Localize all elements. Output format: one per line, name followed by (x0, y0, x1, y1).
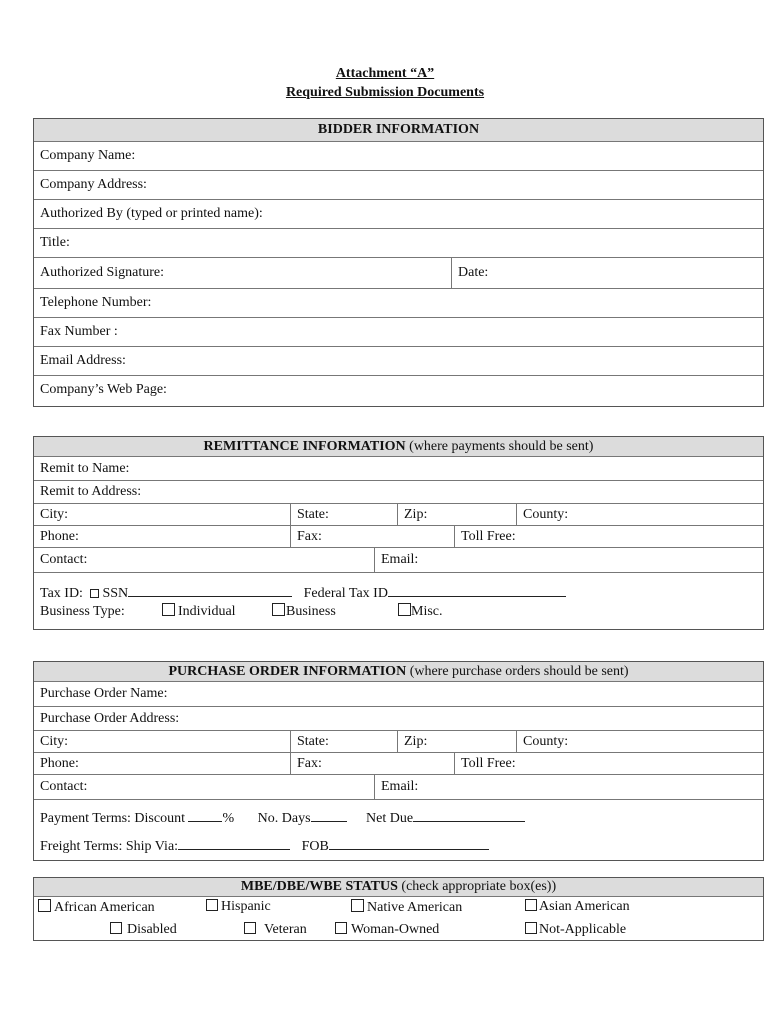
percent-label: % (222, 811, 235, 826)
african-american-option[interactable] (38, 899, 155, 916)
freight-terms-line (40, 837, 489, 855)
authorized-by-label: Authorized By (typed or printed name): (40, 206, 263, 221)
veteran-option[interactable] (244, 922, 307, 938)
email-row[interactable] (34, 346, 763, 375)
remit-state-field[interactable]: State: (290, 504, 397, 525)
po-fax-field[interactable]: Fax: (290, 753, 454, 774)
attachment-title: Attachment “A” (335, 66, 435, 81)
tax-id-label: Tax ID: (40, 586, 83, 601)
remit-tax-row (34, 572, 763, 629)
po-phone-field[interactable]: Phone: (40, 755, 79, 771)
no-days-blank[interactable] (311, 809, 347, 822)
ssn-blank[interactable] (128, 584, 292, 597)
native-american-checkbox[interactable] (351, 899, 364, 912)
company-address-row[interactable] (34, 170, 763, 199)
freight-terms-label: Freight Terms: Ship Via: (40, 839, 179, 854)
misc-checkbox[interactable] (398, 603, 411, 616)
po-email-field[interactable]: Email: (374, 775, 765, 799)
ssn-label: SSN (102, 586, 129, 601)
native-american-option[interactable] (351, 899, 462, 916)
asian-american-label: Asian American (539, 899, 630, 914)
individual-checkbox[interactable] (162, 603, 175, 616)
remit-city-row (34, 503, 763, 525)
remittance-section-header: REMITTANCE INFORMATION (where payments should be sent) (34, 437, 763, 456)
po-name-label: Purchase Order Name: (40, 686, 168, 701)
bidder-information-section (33, 118, 764, 407)
telephone-row[interactable] (34, 288, 763, 317)
po-county-field[interactable]: County: (516, 731, 765, 752)
company-address-label: Company Address: (40, 177, 147, 192)
misc-label: Misc. (411, 604, 443, 619)
business-checkbox[interactable] (272, 603, 285, 616)
po-terms-row (34, 799, 763, 860)
bidder-section-header: BIDDER INFORMATION (34, 119, 763, 142)
remittance-information-section (33, 436, 764, 630)
asian-american-checkbox[interactable] (525, 899, 537, 911)
po-address-row[interactable] (34, 706, 763, 730)
remit-city-field[interactable]: City: (40, 506, 69, 522)
web-page-row[interactable] (34, 375, 763, 404)
african-american-label: African American (54, 900, 155, 915)
mbe-status-section (33, 877, 764, 941)
net-due-label: Net Due (366, 811, 414, 826)
authorized-signature-field[interactable]: Authorized Signature: (40, 265, 165, 280)
business-option[interactable] (272, 603, 336, 620)
company-name-row[interactable] (34, 142, 763, 170)
company-name-label: Company Name: (40, 148, 136, 163)
veteran-label: Veteran (264, 922, 307, 937)
remit-name-label: Remit to Name: (40, 460, 130, 476)
not-applicable-label: Not-Applicable (539, 922, 627, 937)
native-american-label: Native American (367, 900, 463, 915)
ship-via-blank[interactable] (178, 837, 290, 850)
individual-option[interactable] (162, 603, 236, 620)
remit-zip-field[interactable]: Zip: (397, 504, 516, 525)
po-name-row[interactable] (34, 681, 763, 706)
disabled-checkbox[interactable] (110, 922, 122, 934)
po-city-row (34, 730, 763, 752)
remit-toll-free-field[interactable]: Toll Free: (454, 526, 765, 547)
purchase-order-section-header: PURCHASE ORDER INFORMATION (where purchase orders should be sent) (34, 662, 763, 681)
fax-row[interactable] (34, 317, 763, 346)
no-days-label: No. Days (257, 811, 311, 826)
business-type-line (40, 604, 125, 620)
misc-option[interactable] (398, 603, 443, 620)
remit-fax-field[interactable]: Fax: (290, 526, 454, 547)
po-toll-free-field[interactable]: Toll Free: (454, 753, 765, 774)
po-state-field[interactable]: State: (290, 731, 397, 752)
fax-label: Fax Number : (40, 324, 118, 339)
telephone-label: Telephone Number: (40, 295, 152, 310)
purchase-order-section (33, 661, 764, 861)
document-subtitle: Required Submission Documents (285, 85, 485, 100)
veteran-checkbox[interactable] (244, 922, 256, 934)
net-due-blank[interactable] (413, 809, 525, 822)
web-page-label: Company’s Web Page: (40, 382, 167, 397)
po-contact-field[interactable]: Contact: (40, 779, 88, 794)
remit-contact-field[interactable]: Contact: (40, 552, 88, 567)
not-applicable-option[interactable] (525, 922, 626, 938)
disabled-label: Disabled (127, 922, 177, 937)
asian-american-option[interactable] (525, 899, 630, 915)
remit-phone-row (34, 525, 763, 547)
date-field[interactable]: Date: (451, 258, 765, 288)
po-zip-field[interactable]: Zip: (397, 731, 516, 752)
federal-tax-id-label: Federal Tax ID (303, 586, 388, 601)
mbe-section-header: MBE/DBE/WBE STATUS (check appropriate box(es)) (34, 878, 763, 897)
business-type-label: Business Type: (40, 604, 125, 619)
fob-blank[interactable] (329, 837, 489, 850)
po-city-field[interactable]: City: (40, 733, 69, 749)
hispanic-label: Hispanic (221, 899, 271, 914)
disabled-option[interactable] (110, 922, 177, 938)
authorized-by-row[interactable] (34, 199, 763, 228)
remit-address-row[interactable] (34, 480, 763, 503)
ssn-checkbox[interactable] (90, 589, 99, 598)
po-phone-row (34, 752, 763, 774)
woman-owned-checkbox[interactable] (335, 922, 347, 934)
tax-id-line (40, 584, 566, 602)
woman-owned-label: Woman-Owned (351, 922, 440, 937)
po-address-label: Purchase Order Address: (40, 710, 180, 726)
remit-county-field[interactable]: County: (516, 504, 765, 525)
individual-label: Individual (178, 604, 236, 619)
not-applicable-checkbox[interactable] (525, 922, 537, 934)
signature-row (34, 257, 763, 288)
remit-address-label: Remit to Address: (40, 484, 142, 499)
remit-email-field[interactable]: Email: (374, 548, 765, 572)
title-label: Title: (40, 235, 70, 250)
federal-tax-id-blank[interactable] (388, 584, 566, 597)
discount-blank[interactable] (188, 809, 222, 822)
payment-terms-label: Payment Terms: Discount (40, 811, 185, 826)
business-label: Business (286, 604, 336, 619)
remit-phone-field[interactable]: Phone: (40, 528, 79, 544)
payment-terms-line (40, 809, 525, 827)
hispanic-option[interactable] (206, 899, 271, 915)
woman-owned-option[interactable] (335, 922, 439, 938)
remit-contact-row (34, 547, 763, 572)
title-row[interactable] (34, 228, 763, 257)
email-label: Email Address: (40, 353, 126, 368)
po-contact-row (34, 774, 763, 799)
remit-name-row[interactable] (34, 456, 763, 480)
fob-label: FOB (301, 839, 329, 854)
hispanic-checkbox[interactable] (206, 899, 218, 911)
african-american-checkbox[interactable] (38, 899, 51, 912)
